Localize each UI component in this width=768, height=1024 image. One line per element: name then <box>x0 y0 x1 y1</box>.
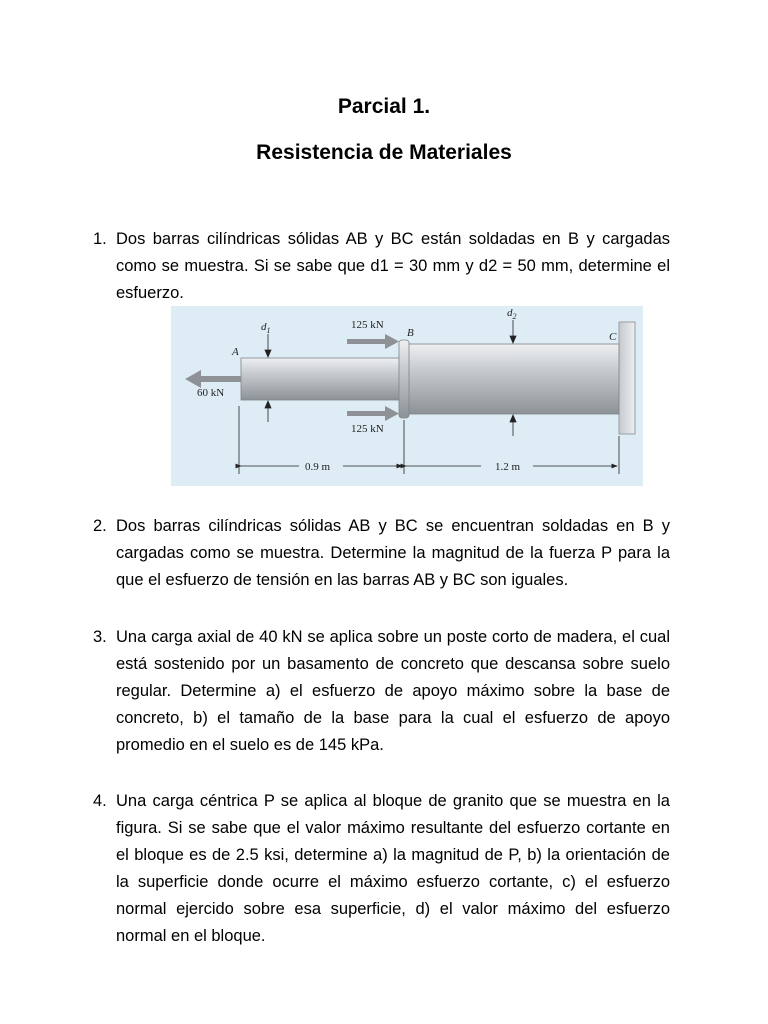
label-d1: $d_1$ <box>261 321 271 335</box>
fixed-support <box>619 322 635 434</box>
problem-1-figure <box>171 306 643 486</box>
label-dim-ab: 0.9 m <box>305 461 331 473</box>
label-load-top: 125 kN <box>351 319 384 331</box>
problem-text: Una carga céntrica P se aplica al bloque de granito que se muestra en la figura. Si se sabe que el valor máximo resultante del esfuerzo cortante en el bloque es de 2.5 ksi, determine a) la magnitud de P, b) la orientación de la superficie donde ocurre el máximo esfuerzo cortante, c) el esfuerzo normal ejercido sobre esa superficie, d) el valor máximo del esfuerzo normal en el bloque. <box>116 792 670 945</box>
collar-b <box>399 340 409 418</box>
load-arrow-bottom <box>347 406 399 421</box>
label-point-a: A <box>232 346 239 358</box>
label-d2: $d_2$ <box>507 307 517 321</box>
label-dim-bc: 1.2 m <box>495 461 521 473</box>
load-arrow-top <box>347 334 399 349</box>
problem-number: 1. <box>93 230 107 248</box>
problem-number: 4. <box>93 792 107 810</box>
problem-2 <box>93 513 670 594</box>
problem-number: 3. <box>93 628 107 646</box>
label-point-b: B <box>407 327 414 339</box>
label-load-bottom: 125 kN <box>351 423 384 435</box>
load-arrow-left <box>185 370 241 388</box>
problem-text: Una carga axial de 40 kN se aplica sobre un poste corto de madera, el cual está sostenido por un basamento de concreto que descansa sobre suelo regular. Determine a) el esfuerzo de apoyo máximo sobre la base de concreto, b) el tamaño de la base para la cual el esfuerzo de apoyo promedio en el suelo es de 145 kPa. <box>116 628 670 754</box>
problem-number: 2. <box>93 517 107 535</box>
dimension-lines <box>239 406 619 474</box>
problem-text: Dos barras cilíndricas sólidas AB y BC se encuentran soldadas en B y cargadas como se muestra. Determine la magnitud de la fuerza P para la que el esfuerzo de tensión en las barras AB y BC son iguales. <box>116 517 670 589</box>
problem-1 <box>93 226 670 307</box>
rod-bc <box>407 344 619 414</box>
problem-3 <box>93 624 670 759</box>
page-subtitle: Resistencia de Materiales <box>256 141 512 164</box>
problem-4 <box>93 788 670 950</box>
rod-diagram <box>171 306 643 486</box>
problem-text: Dos barras cilíndricas sólidas AB y BC están soldadas en B y cargadas como se muestra. Si se sabe que d1 = 30 mm y d2 = 50 mm, determine el esfuerzo. <box>116 230 670 302</box>
label-point-c: C <box>609 331 617 343</box>
rod-ab <box>241 358 403 400</box>
label-load-left: 60 kN <box>197 387 225 399</box>
page-title: Parcial 1. <box>337 95 431 118</box>
